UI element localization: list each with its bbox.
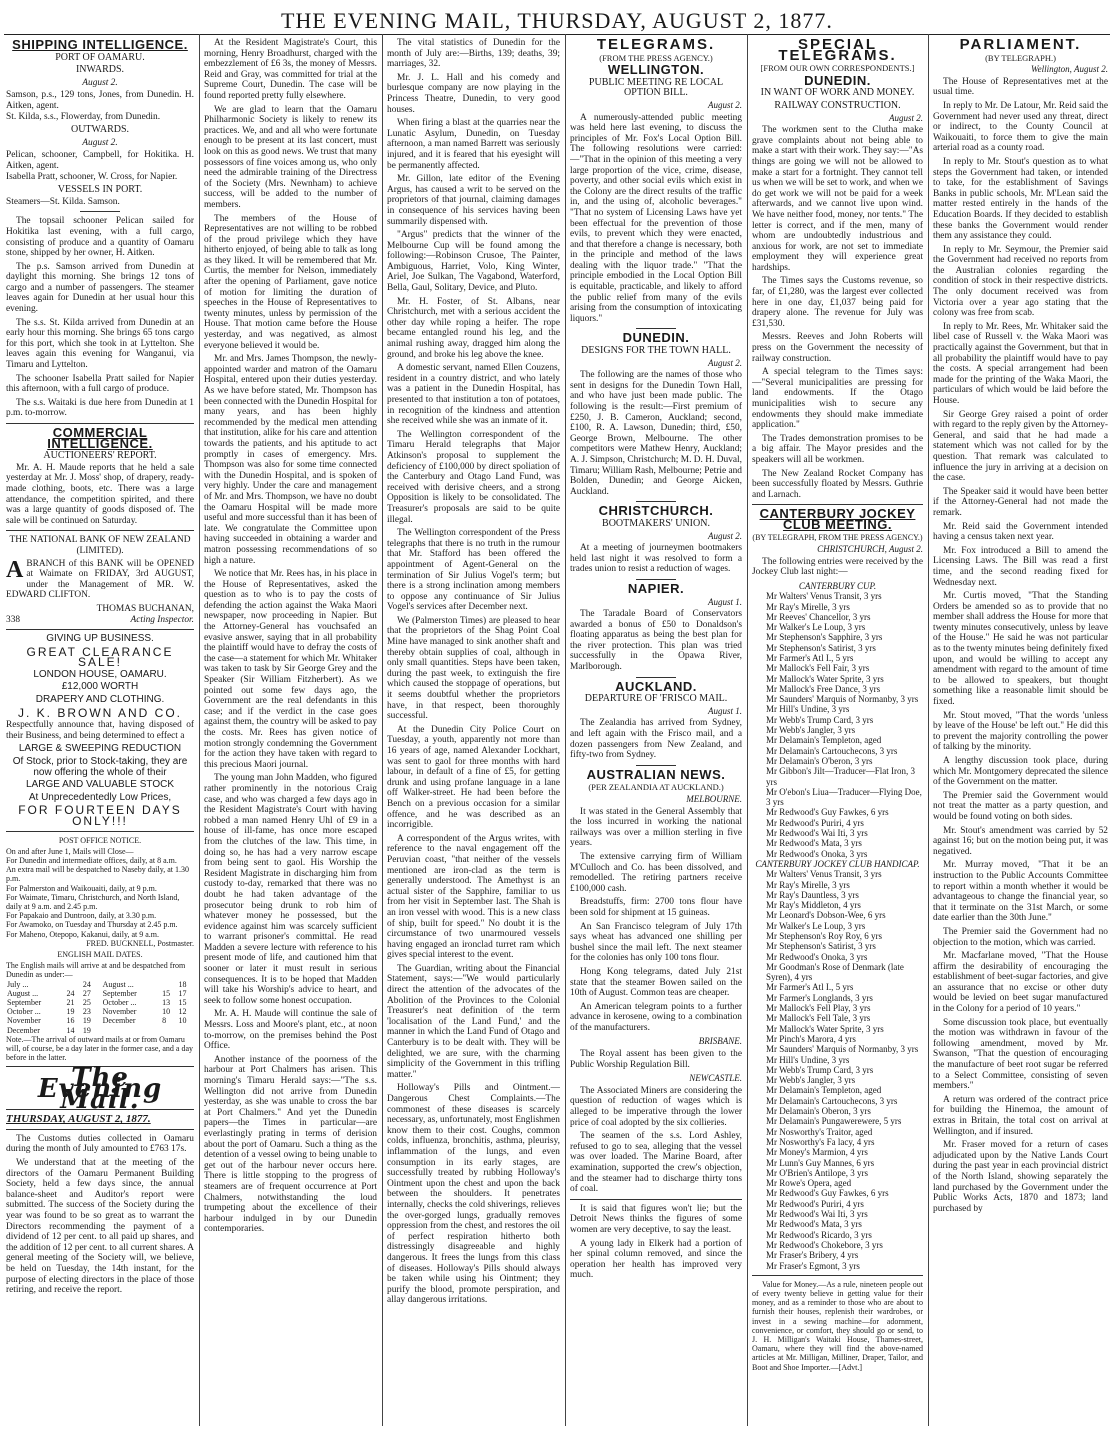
list-item: Mr Gibbon's Jilt—Traducer—Flat Iron, 3 yrs [766,766,916,787]
section-heading: CANTERBURY JOCKEY CLUB MEETING. [759,506,916,532]
paragraph: Mr. H. Foster, of St. Albans, near Christchurch, met with a serious accident the other day while roping a heifer. The rope became entangled round his leg, and the animal rushing away, dragged him along the ground, and broke his leg above the knee. [387,296,560,360]
divider [570,1199,742,1200]
section-heading: TELEGRAMS. [596,38,716,53]
notice-title: ENGLISH MAIL DATES. [57,950,143,960]
subheading: INWARDS. [75,64,125,76]
ad-line: FOR FOURTEEN DAYS ONLY!!! [18,803,182,828]
dateline: August 2. [888,112,923,123]
paragraph: The members of the House of Representatives are not willing to be robbed of the proud privilege which they have hitherto enjoyed, of being able to talk as long as they liked. It will be remembered that Mr. Curtis, the member for Nelson, immediately after the opening of Parliament, gave notice of motion for limiting the duration of speeches in the House of Representatives to twenty minutes, unless by permission of the House. That motion came before the House yesterday, and was negatived, as almost everyone believed it would be. [204,213,377,351]
column-divider [747,34,748,1426]
list-item: Mr O'ebon's Liua—Traducer—Flying Doe, 3 yrs [766,786,922,808]
list-item: Mr Pinch's Marora, 4 yrs [766,1033,856,1044]
paragraph: Samson, p.s., 129 tons, Jones, from Dunedin. H. Aitken, agent. St. Kilda, s.s., Flowerday, from Dunedin. [6,90,194,122]
table-cell: August ... [7,988,39,998]
paragraph: The vital statistics of Dunedin for the month of July are:—Births, 139; deaths, 39; marriages, 32. [387,38,560,70]
paragraph: A young lady in Elkerk had a portion of her spinal column removed, and since the operation her health has improved very much. [570,1238,742,1281]
list-item: Mr Ray's Mirelle, 3 yrs [766,879,850,890]
table-cell [161,980,177,989]
city-heading: AUCKLAND. [615,678,697,694]
list-item: Mr Redwood's Wai Iti, 3 yrs [766,828,868,839]
section-heading: PARLIAMENT. [959,38,1082,53]
column-divider [565,34,566,1426]
notice-signature: FRED. BUCKNELL, Postmaster. [86,938,194,948]
table-cell: September [102,988,137,998]
ad-line: J. K. BROWN AND CO. [17,705,182,720]
divider [6,629,194,630]
paragraph: The extensive carrying firm of William M'Culloch and Co. has been dissolved, and remodelled. The retiring partners receive £100,000 cash. [570,851,742,894]
dateline: August 2. [707,357,742,368]
paragraph: At the Dunedin City Police Court on Tuesday, a youth, apparently not more than 16 years of age, named Alexander Lockhart, was sent to gaol for three months with hard labour, in default of a fine of £5, for getting drunk and using profane language in a lane off Walker-street. He had been before the Bench on a previous occasion for a similar offence, and he was described as an incorrigible. [387,724,560,831]
table-cell: 16 [66,1016,75,1026]
list-item: Mr Redwood's Guy Fawkes, 6 yrs [766,1188,889,1199]
masthead: THE EVENING MAIL, THURSDAY, AUGUST 2, 1877. [281,8,833,33]
table-cell: 27 [82,988,91,998]
list-item: Mr Mallock's Free Dance, 3 yrs [766,683,881,694]
table-cell: December [102,1016,136,1026]
table-cell: 19 [66,1007,75,1017]
list-item: Mr Redwood's Guy Fawkes, 6 yrs [766,807,889,818]
paragraph: We notice that Mr. Rees has, in his place in the House of Representatives, asked the question as to who is to pay the costs of defending the action against the Waka Maori newspaper, now proceeding in Napier. But the Attorney-General has vouchsafed an evasive answer, saying that in all probability the plaintiff would have to defray the costs of the case—a statement for which Mr. Whitaker was taken to task by Sir George Grey and the Speaker (Sir William Fitzherbert). As we pointed out some few days ago, the Government are the real defendants in this case; and if the verdict in the case goes against them, the country will be asked to pay the costs. Mr. Rees has given notice of motion strongly condemning the Government for the action they have taken with regard to this precious Maori journal. [204,569,377,770]
table-cell: 24 [66,988,75,998]
subheading: BOOTMAKERS' UNION. [602,517,710,529]
ad-line: LONDON HOUSE, OAMARU. [33,668,167,680]
column-2 [204,38,377,1426]
table-cell: 14 [66,1025,75,1035]
table-cell: 24 [82,979,91,989]
list-item: Mr Redwood's Chokebore, 3 yrs [766,1239,883,1250]
ad-line: Of Stock, prior to Stock-taking, they are now offering the whole of their [12,756,188,778]
list-item: Mr Money's Marmion, 4 yrs [766,1147,868,1158]
paragraph: In reply to Mr. Stout's question as to what steps the Government had taken, or intended to take, for the establishment of Savings Banks in public schools, Mr. M'Lean said the matter rested entirely in the hands of the Education Boards. If they decided to establish these banks the Government would render them any assistance they could. [933,156,1108,242]
paragraph: In reply to Mr. Rees, Mr. Whitaker said the libel case of Russell v. the Waka Maori was practically against the Government, but that in all probability the plaintiff would have to pay the costs. A special arrangement had been made for the printing of the Waka Maori, the particulars of which would be laid before the House. [933,321,1108,406]
list-item: Mr Mallock's Fell Fair, 3 yrs [766,663,870,674]
paragraph: A special telegram to the Times says:—"Several municipalities are pressing for land endowments. If the Otago municipalities wish to secure any endowments they should make immediate application." [752,367,923,431]
column-divider [199,34,200,1426]
paper-date: THURSDAY, AUGUST 2, 1877. [6,1113,151,1126]
paragraph: The Royal assent has been given to the Public Worship Regulation Bill. [570,1049,742,1070]
divider [636,501,676,502]
city-heading: DUNEDIN. [622,330,690,346]
ad-line: LARGE AND VALUABLE STOCK [25,779,175,791]
paragraph: In reply to Mr. Seymour, the Premier said the Government had received no reports from the Australian colonies regarding the condition of stock in their respective districts. The only document received was from Victoria over a year ago stating that the colony was free from scab. [933,244,1108,319]
subheading: DEPARTURE OF 'FRISCO MAIL. [584,693,728,705]
list-item: Mr Reeves' Chancellor, 3 yrs [766,611,871,622]
ad-line: GREAT CLEARANCE SALE! [26,644,174,670]
list-item: Mr Ray's Mirelle, 3 yrs [766,601,850,612]
table-row [6,980,194,989]
list-item: Mr Redwood's Mata, 3 yrs [766,838,862,849]
table-cell: 21 [66,998,75,1008]
mail-dates-table [6,980,194,1035]
paragraph: The Customs duties collected in Oamaru during the month of July amounted to £763 17s. [6,1133,194,1155]
subheading: DESIGNS FOR THE TOWN HALL. [581,345,731,357]
list-item: Mr Delamain's Cartouchecons, 3 yrs [766,745,898,756]
paragraph: Mr. Fox introduced a Bill to amend the Licensing Laws. The Bill was read a first time, and the second reading fixed for Wednesday next. [933,545,1108,588]
paragraph: "Argus" predicts that the winner of the Melbourne Cup will be found among the following:—Robinson Crusoe, The Painter, Ambiguous, Harriet, Volo, King Winter, Ariel, Joe Sulkan, The Vagabond, Waterford, Bella, Gaul, Solitary, Device, and Pluto. [387,230,560,294]
list-item: Mr Fraser's Bribery, 4 yrs [766,1250,859,1261]
paragraph: The following entries were received by the Jockey Club last night:— [752,556,923,578]
paragraph: An American telegram points to a further advance in kerosene, owing to a combination of the manufacturers. [570,1001,742,1033]
list-item: Mr Farmer's Longlands, 3 yrs [766,992,873,1003]
ad-number: 338 [6,614,21,625]
paragraph: The Taradale Board of Conservators awarded a bonus of £50 to Donaldson's floating apparatus as being the best plan for the river protection. This plan was tried successfully in the Opawa River, Marlborough. [570,609,742,673]
city-heading: NAPIER. [627,580,685,596]
divider [6,423,194,424]
paragraph: Mr. A. H. Maude reports that he held a sale yesterday at Mr. J. Moss' shop, of drapery, ready-made clothing, boots, etc. There was a large attendance, the competition spirited, and there was a large quantity of goods disposed of. The sale will be continued on Saturday. [6,462,194,526]
paragraph: The House of Representatives met at the usual time. [933,76,1108,98]
list-item: Mr Nosworthy's Traitor, aged [766,1126,873,1137]
divider [752,504,923,505]
paragraph: The schooner Isabella Pratt sailed for Napier this afternoon, with a full cargo of produce. [6,373,194,395]
list-item: Mr Stephenson's Sapphire, 3 yrs [766,632,883,643]
subheading: (FROM THE PRESS AGENCY.) [599,52,713,63]
list-item: Mr Webb's Jangler, 3 yrs [766,1075,856,1086]
ad-line: GIVING UP BUSINESS. [46,633,154,645]
table-cell: 15 [162,988,171,998]
paragraph: Mr. Stout moved, "That the words 'unless by leave of the House' be left out." He did this to prevent the majority controlling the power of talking by the minority. [933,710,1108,753]
paragraph: Holloway's Pills and Ointment.—Dangerous Chest Complaints.—The commonest of these diseases is scarcely necessary, as, unfortunately, most Englishmen know them to their cost. Coughs, common colds, influenza, bronchitis, asthma, pleurisy, inflammation of the lungs, and even consumption in its early stages, are successfully treated by rubbing Holloway's Ointment upon the chest and upon the back between the shoulders. It penetrates internally, checks the cold shiverings, relieves the over-gorged lungs, gradually removes oppression from the chest, and restores the oil of perfect respiration hitherto both distressingly disagreeable and highly dangerous. It frees the lungs from this class of diseases. Holloway's Pills should always be taken while using his Ointment; they purify the blood, promote perspiration, and allay dangerous irritations. [387,1083,560,1306]
divider [6,831,194,832]
dateline: August 2. [707,99,742,110]
notice-body: The English mails will arrive at and be despatched from Dunedin as under:— [6,961,186,980]
city-heading: WELLINGTON. [607,62,705,78]
table-row [6,1026,194,1035]
list-item: Mr Ray's Middleton, 4 yrs [766,900,861,911]
table-cell [161,1026,177,1035]
list-item: Mr Delamain's Templeton, aged [766,1085,882,1096]
ad-line: DRAPERY AND CLOTHING. [35,694,165,706]
subheading: RAILWAY CONSTRUCTION. [774,99,901,111]
dateline: August 2. [707,530,742,541]
paper-title: The Evening Mail. [37,1063,163,1115]
ad-line: LARGE & SWEEPING REDUCTION [18,743,182,755]
list-item: Mr Ray's Dauntless, 3 yrs [766,889,859,900]
paragraph: Mr. Fraser moved for a return of cases adjudicated upon by the Native Lands Court during the past year in each provincial district of the North Island, showing separately the land purchased by the Government under the Public Works Acts, 1870 and 1873; land purchased by [933,1140,1108,1214]
list-item: Mr Leonard's Dobson-Wee, 6 yrs [766,910,886,921]
list-item: Mr Hill's Undine, 3 yrs [766,704,850,715]
list-item: Mr Delamain's Cartouchecons, 3 yrs [766,1095,898,1106]
advertisement: Value for Money.—As a rule, nineteen people out of every twenty believe in getting value for their money, and as a reminder to those who are about to furnish their houses, replenish their wardrobes, or invest in a sewing machine—for adornment, convenience, or comfort, they should go or send, to J. H. Milligan's Waitaki House, Thames-street, Oamaru, where they will find the above-named articles at Mr. Milligan, Milliner, Draper, Tailor, and Boot and Shoe Importer.—[Advt.] [752,1279,923,1372]
paragraph: The Speaker said it would have been better if the Attorney-General had not made the remark. [933,486,1108,518]
paragraph: Mr. Gillon, late editor of the Evening Argus, has caused a writ to be served on the proprietors of that journal, claiming damages in consequence of his services having been summarily dispensed with. [387,174,560,227]
paragraph: Mr. Murray moved, "That it be an instruction to the Public Accounts Committee to report within a month whether it would be advantageous to change the financial year, so that it terminate on the 31st March, or some date earlier than the 30th June." [933,860,1108,924]
paragraph: Breadstuffs, firm: 2700 tons flour have been sold for shipment at 15 guineas. [570,897,742,918]
paragraph: The Guardian, writing about the Financial Statement, says:—"We would particularly direct the attention of the advocates of the Abolition of the Provinces to the Colonial Treasurer's neat definition of the term 'localisation of the Land Fund,' and the manner in which the Land Fund of Otago and Canterbury is to be dealt with. They will be delighted, we are sure, with the charming simplicity of the Government in this trifling matter." [387,963,560,1080]
paragraph: It is said that figures won't lie; but the Detroit News thinks the figures of some women are very deceptive, to say the least. [570,1203,742,1235]
subheading: (BY TELEGRAPH, FROM THE PRESS AGENCY.) [752,532,923,542]
column-5 [752,38,923,1426]
list-item: Mr Redwood's Onoka, 3 yrs [766,848,868,859]
ad-body: Respectfully announce that, having disposed of their Business, and being determined to effect a [6,720,194,741]
column-4 [570,38,742,1426]
list-item: Mr Delamain's Oberon, 3 yrs [766,1106,871,1117]
ad-line: At Unprecedentedly Low Prices, [28,791,172,803]
subheading: (BY TELEGRAPH.) [985,52,1056,63]
notice-body: On and after June 1, Mails will Close— For Dunedin and intermediate offices, daily, at 8 a.m. An extra mail will be despatched to Naseby daily, at 1.30 p.m. For Palmerston and Waikouaiti, daily, at 9 p.m. For Waimate, Timaru, Christchurch, and North Island, daily at 9 a.m. and 2.45 p.m. For Papakaio and Duntroon, daily, at 3.30 p.m. For Awamoko, on Tuesday and Thursday at 2.45 p.m. For Maheno, Otepopo, Kakanui, daily, at 9 a.m. [6,846,189,939]
paragraph: Mr. J. L. Hall and his comedy and burlesque company are now playing in the Princess Theatre, Dunedin, to very good houses. [387,72,560,115]
table-cell: September [7,998,42,1008]
list-item: Mr O'Brien's Antilope, 3 yrs [766,1167,868,1178]
dateline: CHRISTCHURCH, August 2. [817,544,923,555]
list-item: Mr Redwood's Puriri, 4 yrs [766,1198,864,1209]
list-item: Mr Hill's Undine, 3 yrs [766,1054,850,1065]
section-heading: SHIPPING INTELLIGENCE. [12,38,188,52]
paragraph: We (Palmerston Times) are pleased to hear that the proprietors of the Shag Point Coal Mine have managed to sink another shaft and thereby obtain supplies of coal, although in only small quantities. Steps have been taken, during the past week, to extinguish the fire which caused the stoppage of operations, but it seems doubtful whether the proprietors have, in that respect, been thoroughly successful. [387,615,560,722]
list-item: Mr Lunn's Guy Mannes, 6 yrs [766,1157,875,1168]
table-cell [66,980,82,989]
subheading: [FROM OUR OWN CORRESPONDENTS.] [760,63,915,74]
table-cell: 18 [178,979,187,989]
list-heading: CANTERBURY JOCKEY CLUB HANDICAP. [755,858,920,869]
list-item: Mr Fraser's Egmont, 3 yrs [766,1260,860,1271]
paragraph: The workmen sent to the Clutha make grave complaints about not being able to make a start with their work. They say:—"As things are going we will not be allowed to make a start for a fortnight. They cannot tell us when we will be set to work, and when we do get work we will not be paid for a week afterwards, and we cannot live upon wind. We have neither food, money, nor tents." The letter is correct, and if the men, many of whom are undoubtedly industrious and anxious for work, are not set to immediate employment they will experience great hardships. [752,125,923,273]
ad-signature: Acting Inspector. [130,614,194,625]
paragraph: At the Resident Magistrate's Court, this morning, Henry Broadhurst, charged with the embezzlement of £6 3s, the money of Messrs. Reid and Gray, was committed for trial at the Supreme Court, Dunedin. The case will be found reported pretty fully elsewhere. [204,38,377,101]
list-item: Mr Redwood's Puriri, 4 yrs [766,817,864,828]
entries-list [752,581,923,1271]
subheading: (PER ZEALANDIA AT AUCKLAND.) [588,782,724,793]
list-item: Mr Mallock's Water Sprite, 3 yrs [766,1023,884,1034]
list-item: Mr Mallock's Water Sprite, 3 yrs [766,673,884,684]
table-cell: 23 [82,1007,91,1017]
list-item: Mr Webb's Trump Card, 3 yrs [766,1064,874,1075]
subheading: VESSELS IN PORT. [57,184,143,196]
paragraph: The Premier said the Government would not treat the matter as a party question, and would be found voting on both sides. [933,790,1108,822]
section-heading: AUSTRALIAN NEWS. [586,766,726,782]
subheading: PUBLIC MEETING RE LOCAL OPTION BILL. [588,76,724,99]
paragraph: The Wellington correspondent of the Press telegraphs that there is no truth in the rumour that Mr. Stafford has been offered the appointment of Agent-General on the termination of Sir Julius Vogel's term; but there is a strong inclination among members to oppose any continuance of Sir Julius Vogel's services after December next. [387,528,560,613]
list-item: Mr Mallock's Fell Play, 3 yrs [766,1003,871,1014]
subheading: PORT OF OAMARU. [55,51,145,63]
paragraph: In reply to Mr. De Latour, Mr. Reid said the Government had never used any threat, direct or indirect, to the County Council at Waikouaiti, to force them to give the main arterial road as a county road. [933,100,1108,154]
divider [80,211,120,212]
table-cell: 17 [178,988,187,998]
table-cell: 19 [82,1025,91,1035]
paragraph: Steamers—St. Kilda. Samson. [6,196,120,207]
list-item: Mr Walker's Le Loup, 3 yrs [766,622,866,633]
section-heading: COMMERCIAL INTELLIGENCE. [47,425,153,451]
list-item: Mr Walker's Le Loup, 3 yrs [766,920,866,931]
list-item: Mr Rowe's Opera, aged [766,1178,852,1189]
paragraph: Hong Kong telegrams, dated July 21st state that the steamer Bowen sailed on the 10th of August. Common teas are cheaper. [570,966,742,999]
table-cell: 8 [162,1016,167,1026]
paragraph: The Wellington correspondent of the Timaru Herald telegraphs that Major Atkinson's proposal to supplement the deficiency of £100,000 by direct spoliation of the Canterbury and Otago Land Fund, was received with derisive cheers, and a strong Opposition is likely to be consolidated. The Treasurer's proposals are said to be quite illegal. [387,429,560,525]
paragraph: The New Zealand Rocket Company has been successfully floated by Messrs. Guthrie and Larnach. [752,468,923,500]
list-item: Mr Stephenson's Satirist, 3 yrs [766,941,876,952]
table-cell: July ... [7,979,29,989]
list-item: Mr Delamain's O'beron, 3 yrs [766,755,873,766]
subheading: AUCTIONEERS' REPORT. [43,450,157,462]
table-row [6,1007,194,1016]
paragraph: The Trades demonstration promises to be a big affair. The Mayor presides and the speakers will all be workmen. [752,433,923,465]
list-item: Mr Saunders' Marquis of Normanby, 3 yrs [766,1044,919,1055]
paragraph: The s.s. St. Kilda arrived from Dunedin at an early hour this morning. She brings 65 tons cargo for this port, which she took in at Lyttelton. She leaves again this evening for Wanganui, via Timaru and Lyttelton. [6,317,194,371]
divider [636,765,676,766]
divider [636,328,676,329]
paragraph: The topsail schooner Pelican sailed for Hokitika last evening, with a full cargo, consisting of produce and a quantity of Oamaru stone, shipped by her owner, H. Aitken. [6,216,194,259]
table-cell: November [102,1007,137,1017]
paragraph: The Times says the Customs revenue, so far, of £1,280, was the largest ever collected here in one day, £1,037 being paid for drapery alone. The revenue for July was £31,530. [752,276,923,329]
notice-title: POST OFFICE NOTICE. [58,835,142,845]
paragraph: Messrs. Reeves and John Roberts will press on the Government the necessity of railway construction. [752,332,923,364]
table-cell: 15 [178,998,187,1008]
paragraph: Sir George Grey raised a point of order with regard to the reply given by the Attorney-General, and said that he had made a statement which was not called for by the question. That remark was calculated to influence the jury in arriving at a decision on the case. [933,409,1108,484]
list-item: Mr Stephenson's Satirist, 3 yrs [766,642,876,653]
paragraph: Another instance of the poorness of the harbour at Port Chalmers has arisen. This morning's Timaru Herald says:—"The s.s. Wellington did not arrive from Dunedin yesterday, as she was unable to cross the bar at Port Chalmers." And yet the Dunedin papers—the Times in particular—are everlastingly prating in terms of derision about the port of Oamaru. Such a thing as the detention of a vessel owing to being unable to get out of the harbour never occurs here. There is little stopping to the progress of steamers are of frequent occurrence at Port Chalmers, notwithstanding the loud trumpeting about the excellence of their harbour indulged in by our Dunedin contemporaries. [204,1054,377,1235]
masthead-rule [4,34,1110,35]
paragraph: At a meeting of journeymen bootmakers held last night it was resolved to form a trades union to resist a reduction of wages. [570,543,742,575]
paragraph: Mr. Stout's amendment was carried by 52 against 16; but on the motion being put, it was negatived. [933,825,1108,857]
dateline: August 2. [82,77,118,88]
paragraph: A numerously-attended public meeting was held here last evening, to discuss the principles of Mr. Fox's Local Option Bill. The following resolutions were carried:—"That in the opinion of this meeting a very large proportion of the vice, crime, disease, poverty, and other social evils which exist in the Colony are the direct results of the traffic in, and the using of, alcoholic beverages." "That no system of Licensing Laws have yet been effectual for the prevention of those evils, to prevent which they were enacted, and that therefore a change is necessary, both in the principle and method of the laws dealing with the liquor trade." "That the principle embodied in the Local Option Bill is equitable, practicable, and likely to afford the public relief from many of the evils arising from the consumption of intoxicating liquors." [570,112,742,324]
paragraph: A lengthy discussion took place, during which Mr. Montgomery deprecated the silence of the Government on the matter. [933,756,1108,788]
list-heading: CANTERBURY CUP. [798,580,877,591]
table-cell: 10 [162,1007,171,1017]
list-item: Mr Farmer's Atl I., 5 yrs [766,982,854,993]
list-item: Mr Redwood's Wai Iti, 3 yrs [766,1209,868,1220]
table-cell: November [7,1016,41,1026]
divider [636,677,676,678]
paragraph: Mr. Curtis moved, "That the Standing Orders be amended so as to provide that no member shall address the House for more that twenty minutes consecutively, unless by leave of the House." He said he was not particular as to the twenty minutes being definitely fixed upon, and would be willing to accept any amendment with regard to the amount of time to be allowed to speakers, but thought something like a reasonable limit should be fixed. [933,591,1108,708]
paragraph: The young man John Madden, who figured rather prominently in the notorious Craig case, and who was charged a few days ago in the Resident Magistrate's Court with having robbed a man named Henry Uhl of £9 in a house of ill-fame, has once more escaped from the clutches of the law. This time, in doing so, he has had a very narrow escape from being sent to gaol. His Worship the Resident Magistrate in discharging him from custody to-day, remarked that there was no doubt he had taken advantage of the prosecutor being drunk to rob him of whatever money he possessed, but the evidence against him was scarcely sufficient to warrant prisoner's committal. He read Madden a severe lecture with reference to his present mode of life, and cautioned him that sooner or later it must result in serious consequences. It is to be hoped that Madden will take his Worship's advice to heart, and seek to follow some honest occupation. [204,773,377,1006]
list-item: Mr Nosworthy's Fa lacy, 4 yrs [766,1136,875,1147]
table-row [6,989,194,998]
dateline: MELBOURNE. [686,794,742,804]
paragraph: It was stated in the General Assembly that the loss incurred in working the national railways was over a million sterling in five years. [570,806,742,849]
table-cell: October ... [7,1007,41,1017]
paragraph: An San Francisco telegram of July 17th says wheat has advanced one shilling per bushel since the mail left. The next steamer for the colonies has only 100 tons flour. [570,921,742,964]
notice-note: Note.—The arrival of outward mails at or from Oamaru will, of course, be a day later in the former case, and a day before in the latter. [6,1034,194,1063]
list-item: Mr Farmer's Atl I., 5 yrs [766,652,854,663]
list-item: Mr Delamain's Templeton, aged [766,735,882,746]
paragraph: Pelican, schooner, Campbell, for Hokitika. H. Aitken, agent. Isabella Pratt, schooner, W. Cross, for Napier. [6,150,194,182]
paragraph: The Zealandia has arrived from Sydney, and left again with the Frisco mail, and a dozen passengers from New Zealand, and fifty-two from Sydney. [570,718,742,761]
ad-body: ABRANCH of this BANK will be OPENED at Waimate on FRIDAY, 3rd AUGUST, under the Management of MR. W. EDWARD CLIFTON. [6,556,194,601]
subheading: OUTWARDS. [70,124,130,136]
table-cell: August ... [102,979,134,989]
ad-line: £12,000 WORTH [61,681,139,693]
paragraph: A correspondent of the Argus writes, with reference to the naval engagement off the Peruvian coast, "that neither of the vessels mentioned are iron-clad as the term is generally understood. The Amethyst is an actual sister of the Sapphire, familiar to us from her visit in September last. The Shah is an iron vessel with wood. This is a new class of ship, built for speed." No doubt it is the circumstance of two unarmoured vessels having engaged an ironclad turret ram which gives special interest to the event. [387,833,560,961]
paragraph: Mr. Reid said the Government intended having a census taken next year. [933,521,1108,543]
paragraph: The p.s. Samson arrived from Dunedin at daylight this morning. She brings 12 tons of cargo and a number of passengers. The steamer leaves again for Dunedin at her usual hour this evening. [6,261,194,315]
list-item: Mr Mallock's Fell Tale, 3 yrs [766,1013,871,1024]
paragraph: The Premier said the Government had no objection to the motion, which was carried. [933,926,1108,948]
table-row [6,1016,194,1025]
paragraph: The s.s. Waitaki is due here from Dunedin at 1 p.m. to-morrow. [6,397,194,419]
table-cell: 13 [162,998,171,1008]
table-cell: 19 [82,1016,91,1026]
paragraph: Some discussion took place, but eventually the motion was withdrawn in favour of the following amendment, moved by Mr. Swanson, "That the question of encouraging the manufacture of beet root sugar be referred to a Select Committee, consisting of seven members." [933,1017,1108,1092]
list-item: Mr Redwood's Ricardo, 3 yrs [766,1229,872,1240]
dateline: BRISBANE. [698,1036,742,1047]
list-item: Mr Redwood's Onoka, 3 yrs [766,951,868,962]
paragraph: Mr. A. H. Maude will continue the sale of Messrs. Loss and Moore's plant, etc., at noon to-morrow, on the premises behind the Post Office. [204,1009,377,1052]
dateline: NEWCASTLE. [689,1073,742,1084]
paragraph: A domestic servant, named Ellen Couzens, resident in a country district, and who lately was a patient in the Dunedin Hospital, has presented to that institution a ton of potatoes, in recognition of the kindness and attention she received while she was an inmate of it. [387,363,560,427]
list-item: Mr Webb's Jangler, 3 yrs [766,725,856,736]
list-item: Mr Goodman's Rose of Denmark (late Syren), 4 yrs [766,961,904,983]
paragraph: We are glad to learn that the Oamaru Philharmonic Society is likely to renew its practices. We, and and all who were fortunate enough to be present at its last concert, must look on this as good news. We trust that many possessors of fine voices among us, who only need the admirable training of the Directress of the Society (Mrs. Newnham) to achieve success, will be added to the number of members. [204,104,377,210]
dateline: Wellington, August 2. [1030,64,1108,75]
list-item: Mr Stephenson's Roy Roy, 6 yrs [766,931,883,941]
divider [6,1129,194,1130]
dateline: August 1. [707,596,742,607]
table-cell: December [7,1025,40,1035]
paragraph: A return was ordered of the contract price for building the Hinemoa, the amount of extras in Britain, the total cost on arrival at Wellington, and if insured. [933,1094,1108,1137]
city-heading: DUNEDIN. [804,72,871,88]
ad-signature: THOMAS BUCHANAN, [96,603,194,614]
paragraph: Mr. and Mrs. James Thompson, the newly-appointed warder and matron of the Oamaru Hospital, entered upon their duties yesterday. As we have before stated, Mr. Thompson has been connected with the Dunedin Hospital for many years, and has been highly recommended by the medical men attending that institution, alike for his care and attention towards the patients, and his aptitude to act promptly in cases of emergency. Mrs. Thompson was also for some time connected with the Dunedin Hospital, and is spoken of very highly. Under the care and management of Mr. and Mrs. Thompson, we have no doubt the Oamaru Hospital will be made more useful and more successful than it has been of late. We congratulate the Committee upon having succeeded in obtaining a warder and matron possessing recommendations of so high a nature. [204,354,377,566]
column-divider [382,34,383,1426]
column-divider [928,34,929,1426]
subheading: IN WANT OF WORK AND MONEY. [760,87,915,99]
ad-title: THE NATIONAL BANK OF NEW ZEALAND (LIMITED). [9,535,191,556]
divider [752,1275,923,1276]
column-1 [6,38,194,1426]
divider [6,530,194,531]
table-cell [178,1026,194,1035]
city-heading: CHRISTCHURCH. [598,503,714,519]
paragraph: Mr. Macfarlane moved, "That the House affirm the desirability of encouraging the establishment of beet-sugar factories, and give an assurance that no excise or other duty would be levied on beet sugar manufactured in the Colony for a period of 10 years." [933,951,1108,1015]
dateline: August 2. [82,137,118,148]
section-heading: SPECIAL TELEGRAMS. [778,38,897,64]
column-6 [933,38,1108,1426]
dateline: August 1. [707,705,742,716]
paragraph: The following are the names of those who sent in designs for the Dunedin Town Hall, and who have just been made public. The following is the result:—First premium of £250, J. B. Cameron, Auckland; second, £100, R. A. Lawson, Dunedin; third, £50, George Brown, Melbourne. The other competitors were Mathew Henry, Auckland; A. J. Simpson, Christchurch; M. D. H. Duval, Timaru; William Rash, Melbourne; Petrie and Bolden, Dunedin; and George Aicken, Auckland. [570,370,742,497]
table-cell: 10 [178,1016,187,1026]
list-item: Mr Redwood's Mata, 3 yrs [766,1219,862,1230]
list-item: Mr Delamain's Pungawerewere, 5 yrs [766,1116,902,1127]
column-3 [387,38,560,1426]
table-cell: October ... [102,998,137,1008]
table-cell [102,1026,162,1035]
table-cell: 12 [178,1007,187,1017]
paragraph: We understand that at the meeting of the directors of the Oamaru Permanent Building Society, held a few days since, the annual balance-sheet and Auditor's report were submitted. The success of the Society during the year was found to be so great as to warrant the Directors recommending the payment of a dividend of 12 per cent. to all paid up shares, and the addition of 12 per cent. to all current shares. A general meeting of the Society will, we believe, be held on Tuesday, the 14th instant, for the purpose of electing directors in the place of those retiring, and receive the report. [6,1158,194,1296]
list-item: Mr Webb's Trump Card, 3 yrs [766,714,874,725]
paragraph: The Associated Miners are considering the question of reduction of wages which is alleged to be imperative through the lower price of coal adopted by the six collieries. [570,1085,742,1128]
table-row [6,998,194,1007]
divider [636,579,676,580]
list-item: Mr Saunders' Marquis of Normanby, 3 yrs [766,694,919,705]
list-item: Mr Walters' Venus Transit, 3 yrs [766,869,882,880]
paragraph: When firing a blast at the quarries near the Lunatic Asylum, Dunedin, on Tuesday afternoon, a man named Barrett was seriously injured, and it is feared that his eyesight will be permanently affected. [387,118,560,171]
table-cell: 25 [82,998,91,1008]
list-item: Mr Walters' Venus Transit, 3 yrs [766,591,882,602]
paragraph: The seamen of the s.s. Lord Ashley, refused to go to sea, alleging that the vessel was over loaded. The Marine Board, after examination, supported the crew's objection, and the steamer had to discharge thirty tons of coal. [570,1131,742,1195]
